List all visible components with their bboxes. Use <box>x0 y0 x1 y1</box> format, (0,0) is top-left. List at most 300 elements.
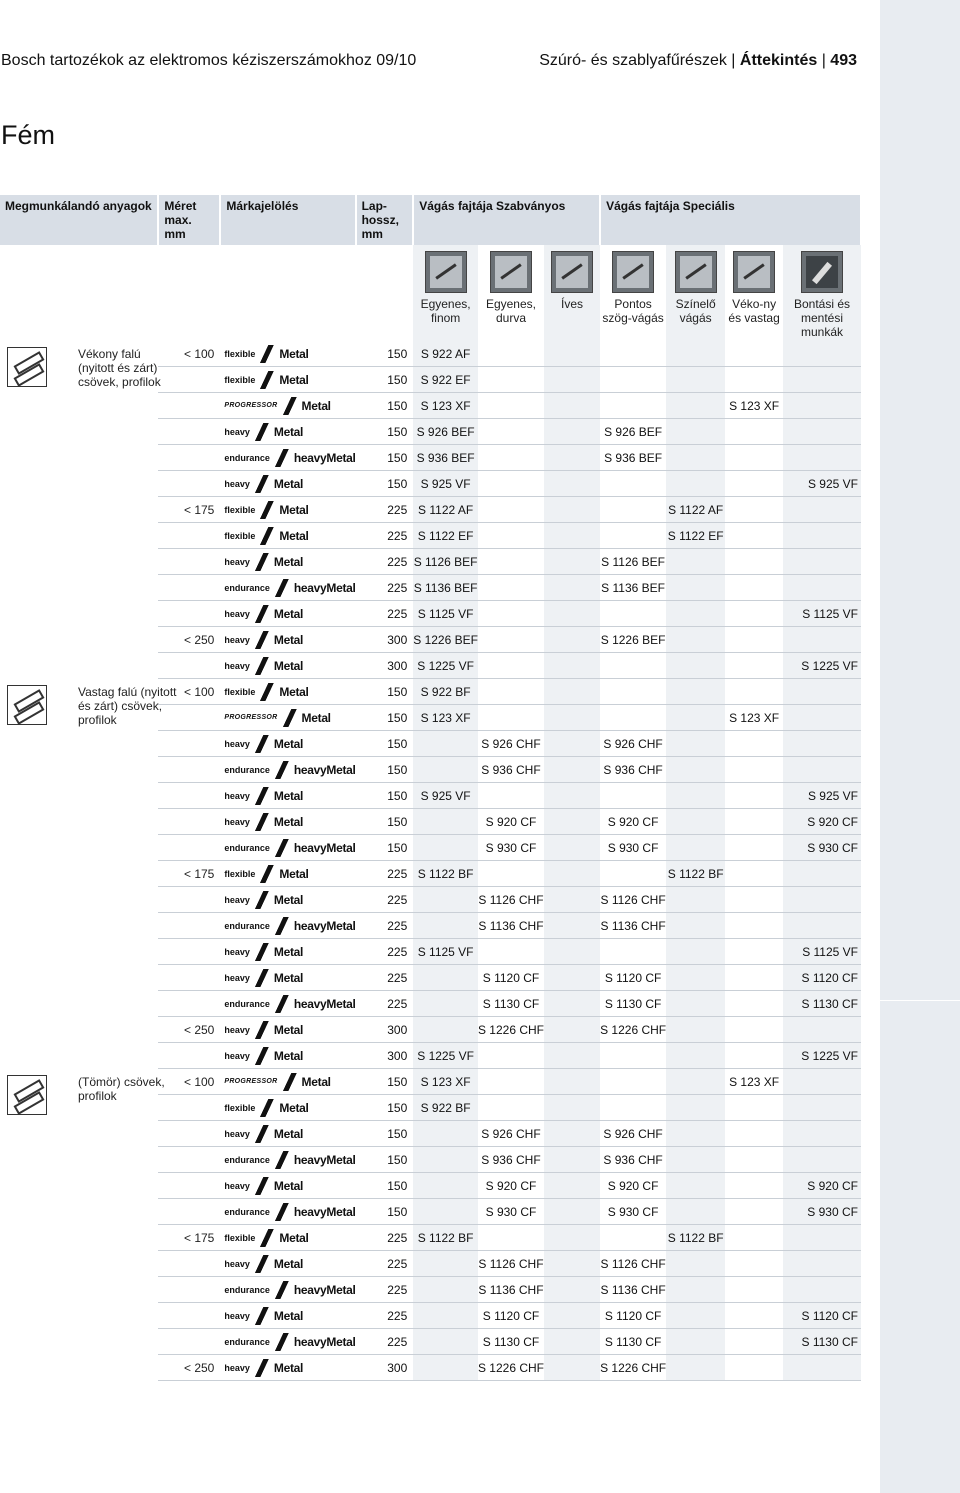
page-title: Fém <box>1 120 55 150</box>
blade-code-cell <box>725 341 783 367</box>
blade-code-cell <box>783 1017 861 1043</box>
blade-code-cell <box>544 1017 600 1043</box>
straight-fine-cut-icon <box>425 251 467 293</box>
blade-code-cell: S 922 EF <box>413 367 478 393</box>
length-cell: 150 <box>356 783 414 809</box>
length-cell: 150 <box>356 809 414 835</box>
size-cell <box>158 809 220 835</box>
blade-code-cell: S 936 CHF <box>600 1147 666 1173</box>
blade-code-cell <box>478 861 544 887</box>
blade-code-cell <box>783 523 861 549</box>
straight-coarse-cut-icon <box>490 251 532 293</box>
length-cell: 150 <box>356 1173 414 1199</box>
size-cell: < 175 <box>158 861 220 887</box>
blade-code-cell <box>783 913 861 939</box>
brand-cell <box>220 601 355 627</box>
blade-code-cell: S 1122 BF <box>413 861 478 887</box>
brand-cell <box>220 1199 355 1225</box>
blade-code-cell <box>544 1095 600 1121</box>
size-cell <box>158 419 220 445</box>
blade-code-cell <box>783 679 861 705</box>
size-cell <box>158 965 220 991</box>
length-cell: 225 <box>356 575 414 601</box>
blade-code-cell <box>600 939 666 965</box>
blade-code-cell <box>725 627 783 653</box>
size-cell <box>158 913 220 939</box>
blade-code-cell <box>666 471 725 497</box>
blade-code-cell <box>666 757 725 783</box>
cut-type-5 <box>725 245 783 341</box>
blade-code-cell: S 1122 AF <box>666 497 725 523</box>
brand-logo-flexible: flexible Metal <box>224 866 309 881</box>
brand-logo-endurance: endurance heavyMetal <box>224 1152 356 1167</box>
brand-cell <box>220 1251 355 1277</box>
col-brand: Márkajelölés <box>220 195 355 245</box>
blade-code-cell <box>413 835 478 861</box>
size-cell <box>158 991 220 1017</box>
blade-code-cell <box>783 1251 861 1277</box>
size-cell <box>158 471 220 497</box>
blade-code-cell: S 1225 VF <box>783 1043 861 1069</box>
blade-code-cell <box>478 939 544 965</box>
brand-logo-endurance: endurance heavyMetal <box>224 1334 356 1349</box>
blade-code-cell <box>666 419 725 445</box>
length-cell: 225 <box>356 523 414 549</box>
size-cell <box>158 835 220 861</box>
blade-code-cell <box>725 991 783 1017</box>
brand-cell <box>220 1355 355 1381</box>
blade-code-cell: S 1122 EF <box>413 523 478 549</box>
blade-code-cell <box>666 653 725 679</box>
blade-code-cell <box>478 549 544 575</box>
length-cell: 150 <box>356 705 414 731</box>
brand-cell <box>220 549 355 575</box>
brand-cell <box>220 393 355 419</box>
size-cell <box>158 1199 220 1225</box>
blade-code-cell <box>725 523 783 549</box>
blade-code-cell: S 920 CF <box>600 809 666 835</box>
blade-code-cell <box>725 601 783 627</box>
blade-code-cell <box>544 809 600 835</box>
blade-code-cell: S 1130 CF <box>600 991 666 1017</box>
blade-code-cell <box>600 679 666 705</box>
blade-code-cell <box>783 1069 861 1095</box>
blade-code-cell <box>725 913 783 939</box>
brand-cell <box>220 1147 355 1173</box>
size-cell: < 250 <box>158 1355 220 1381</box>
blade-code-cell <box>478 1043 544 1069</box>
brand-cell <box>220 887 355 913</box>
size-cell <box>158 575 220 601</box>
blade-code-cell <box>666 1329 725 1355</box>
blade-code-cell <box>783 575 861 601</box>
length-cell: 225 <box>356 1277 414 1303</box>
blade-code-cell: S 1122 EF <box>666 523 725 549</box>
blade-code-cell <box>666 549 725 575</box>
length-cell: 150 <box>356 757 414 783</box>
size-cell: < 250 <box>158 1017 220 1043</box>
blade-code-cell <box>666 1173 725 1199</box>
brand-cell <box>220 523 355 549</box>
blade-code-cell <box>666 705 725 731</box>
blade-code-cell <box>666 1069 725 1095</box>
blade-code-cell <box>413 1329 478 1355</box>
blade-code-cell <box>666 1277 725 1303</box>
brand-logo-endurance: endurance heavyMetal <box>224 1282 356 1297</box>
blade-code-cell <box>600 341 666 367</box>
blade-code-cell <box>783 1147 861 1173</box>
brand-logo-flexible: flexible Metal <box>224 346 309 361</box>
blade-code-cell <box>478 1095 544 1121</box>
length-cell: 150 <box>356 679 414 705</box>
blade-code-cell <box>725 1147 783 1173</box>
brand-logo-endurance: endurance heavyMetal <box>224 1204 356 1219</box>
size-cell <box>158 523 220 549</box>
blade-code-cell: S 123 XF <box>725 393 783 419</box>
blade-code-cell <box>783 757 861 783</box>
brand-logo-heavy: heavy Metal <box>224 814 304 829</box>
blade-code-cell <box>725 757 783 783</box>
blade-code-cell <box>478 783 544 809</box>
brand-logo-progressor: PROGRESSOR Metal <box>224 1074 331 1089</box>
length-cell: 300 <box>356 653 414 679</box>
blade-code-cell <box>783 419 861 445</box>
blade-code-cell <box>666 627 725 653</box>
blade-code-cell <box>544 757 600 783</box>
blade-code-cell <box>478 627 544 653</box>
blade-code-cell <box>413 913 478 939</box>
blade-code-cell <box>544 913 600 939</box>
cut-type-3 <box>600 245 666 341</box>
blade-code-cell: S 926 CHF <box>478 731 544 757</box>
blade-code-cell: S 920 CF <box>478 1173 544 1199</box>
blade-code-cell <box>600 1043 666 1069</box>
brand-logo-heavy: heavy Metal <box>224 1360 304 1375</box>
col-length: Lap-hossz, mm <box>356 195 414 245</box>
brand-logo-flexible: flexible Metal <box>224 1100 309 1115</box>
blade-code-cell <box>725 965 783 991</box>
blade-code-cell: S 920 CF <box>478 809 544 835</box>
blade-code-cell <box>725 731 783 757</box>
blade-code-cell <box>413 1121 478 1147</box>
length-cell: 150 <box>356 1095 414 1121</box>
blade-code-cell <box>544 835 600 861</box>
header-left: Bosch tartozékok az elektromos kéziszerszámokhoz 09/10 <box>1 52 417 69</box>
blade-code-cell: S 1226 CHF <box>600 1355 666 1381</box>
blade-code-cell <box>666 939 725 965</box>
brand-logo-progressor: PROGRESSOR Metal <box>224 710 331 725</box>
length-cell: 225 <box>356 887 414 913</box>
blade-code-cell: S 1126 CHF <box>478 887 544 913</box>
blade-code-cell <box>413 887 478 913</box>
blade-code-cell: S 1120 CF <box>600 1303 666 1329</box>
length-cell: 225 <box>356 601 414 627</box>
blade-code-cell <box>544 783 600 809</box>
blade-code-cell <box>544 445 600 471</box>
blade-code-cell <box>666 783 725 809</box>
blade-code-cell: S 926 CHF <box>478 1121 544 1147</box>
cut-type-label: Pontos szög-vágás <box>602 297 664 325</box>
blade-code-cell <box>783 731 861 757</box>
brand-cell <box>220 1043 355 1069</box>
blade-code-cell <box>478 1225 544 1251</box>
brand-logo-heavy: heavy Metal <box>224 1022 304 1037</box>
blade-code-cell <box>478 705 544 731</box>
blade-code-cell <box>478 523 544 549</box>
size-cell <box>158 1251 220 1277</box>
blade-code-cell <box>725 809 783 835</box>
blade-code-cell: S 1120 CF <box>600 965 666 991</box>
blade-code-cell: S 1136 CHF <box>600 1277 666 1303</box>
length-cell: 225 <box>356 549 414 575</box>
blade-code-cell <box>544 1069 600 1095</box>
side-strip <box>880 0 960 1493</box>
length-cell: 225 <box>356 861 414 887</box>
blade-code-cell <box>478 497 544 523</box>
cut-type-label: Íves <box>561 297 584 311</box>
blade-code-cell: S 1130 CF <box>478 991 544 1017</box>
blade-code-cell <box>725 1043 783 1069</box>
brand-cell <box>220 653 355 679</box>
blade-code-cell: S 1226 BEF <box>600 627 666 653</box>
blade-code-cell: S 1136 CHF <box>478 913 544 939</box>
precise-angle-cut-icon <box>612 251 654 293</box>
blade-code-cell <box>544 1329 600 1355</box>
blade-code-cell <box>413 991 478 1017</box>
blade-code-cell <box>725 835 783 861</box>
col-special: Vágás fajtája Speciális <box>600 195 861 245</box>
blade-code-cell <box>544 601 600 627</box>
brand-cell <box>220 627 355 653</box>
length-cell: 150 <box>356 1199 414 1225</box>
blade-code-cell <box>600 705 666 731</box>
brand-logo-heavy: heavy Metal <box>224 736 304 751</box>
blade-code-cell: S 930 CF <box>600 835 666 861</box>
blade-code-cell <box>413 1303 478 1329</box>
blade-code-cell <box>413 1199 478 1225</box>
blade-code-cell: S 925 VF <box>783 783 861 809</box>
blade-code-cell: S 1125 VF <box>413 939 478 965</box>
length-cell: 225 <box>356 939 414 965</box>
blade-code-cell <box>478 341 544 367</box>
brand-cell <box>220 419 355 445</box>
blade-code-cell: S 925 VF <box>413 783 478 809</box>
blade-code-cell <box>544 1303 600 1329</box>
col-standard: Vágás fajtája Szabványos <box>413 195 600 245</box>
blade-code-cell <box>544 653 600 679</box>
blade-code-cell <box>666 679 725 705</box>
blade-code-cell: S 922 BF <box>413 1095 478 1121</box>
blade-code-cell <box>666 965 725 991</box>
blade-code-cell: S 123 XF <box>413 1069 478 1095</box>
size-cell <box>158 1329 220 1355</box>
blade-code-cell: S 936 CHF <box>478 757 544 783</box>
blade-code-cell: S 1122 BF <box>666 1225 725 1251</box>
blade-code-cell <box>413 1251 478 1277</box>
length-cell: 150 <box>356 471 414 497</box>
blade-code-cell <box>600 367 666 393</box>
size-cell: < 175 <box>158 1225 220 1251</box>
blade-code-cell <box>544 523 600 549</box>
table-row <box>0 1069 861 1095</box>
length-cell: 225 <box>356 1303 414 1329</box>
brand-cell <box>220 991 355 1017</box>
blade-code-cell: S 1226 CHF <box>600 1017 666 1043</box>
blade-code-cell: S 1122 BF <box>666 861 725 887</box>
blade-code-cell <box>600 523 666 549</box>
blade-code-cell: S 922 BF <box>413 679 478 705</box>
blade-code-cell: S 1125 VF <box>783 601 861 627</box>
blade-code-cell <box>478 393 544 419</box>
blade-code-cell <box>783 1121 861 1147</box>
col-material: Megmunkálandó anyagok <box>0 195 158 245</box>
length-cell: 150 <box>356 1121 414 1147</box>
blade-code-cell <box>725 367 783 393</box>
brand-cell <box>220 757 355 783</box>
blade-code-cell <box>413 757 478 783</box>
blade-code-cell: S 1225 VF <box>783 653 861 679</box>
length-cell: 225 <box>356 913 414 939</box>
size-cell <box>158 445 220 471</box>
blade-code-cell: S 1136 CHF <box>600 913 666 939</box>
brand-cell <box>220 575 355 601</box>
cut-type-2 <box>544 245 600 341</box>
blade-code-cell <box>666 1121 725 1147</box>
brand-logo-heavy: heavy Metal <box>224 892 304 907</box>
blade-code-cell <box>725 1251 783 1277</box>
blade-code-cell <box>783 705 861 731</box>
material-cell <box>0 679 177 1069</box>
size-cell <box>158 1173 220 1199</box>
blade-code-cell <box>600 783 666 809</box>
blade-code-cell: S 1120 CF <box>783 965 861 991</box>
blade-code-cell <box>783 549 861 575</box>
blade-code-cell <box>544 1251 600 1277</box>
blade-code-cell <box>544 1277 600 1303</box>
blade-code-cell <box>725 783 783 809</box>
curved-cut-icon <box>551 251 593 293</box>
blade-code-cell <box>725 679 783 705</box>
brand-cell <box>220 1069 355 1095</box>
blade-code-cell: S 1226 CHF <box>478 1017 544 1043</box>
blade-code-cell <box>544 679 600 705</box>
brand-cell <box>220 939 355 965</box>
cut-type-6 <box>783 245 861 341</box>
blade-code-cell <box>666 1095 725 1121</box>
header-right: Szúró- és szablyafűrészek | Áttekintés | 493 <box>539 52 857 69</box>
blade-code-cell <box>600 1225 666 1251</box>
brand-logo-heavy: heavy Metal <box>224 944 304 959</box>
size-cell <box>158 1043 220 1069</box>
blade-code-cell <box>600 1095 666 1121</box>
blade-code-cell: S 920 CF <box>783 1173 861 1199</box>
brand-cell <box>220 1095 355 1121</box>
size-cell <box>158 1277 220 1303</box>
brand-cell <box>220 1303 355 1329</box>
blade-code-cell <box>666 731 725 757</box>
blade-code-cell <box>544 991 600 1017</box>
brand-logo-heavy: heavy Metal <box>224 970 304 985</box>
blade-code-cell <box>478 445 544 471</box>
brand-logo-flexible: flexible Metal <box>224 502 309 517</box>
brand-cell <box>220 1225 355 1251</box>
blade-code-cell: S 1136 CHF <box>478 1277 544 1303</box>
length-cell: 300 <box>356 627 414 653</box>
blade-code-cell <box>666 393 725 419</box>
cut-type-label: Véko-ny és vastag <box>728 297 780 325</box>
blade-code-cell: S 1126 BEF <box>600 549 666 575</box>
length-cell: 150 <box>356 367 414 393</box>
brand-logo-heavy: heavy Metal <box>224 606 304 621</box>
blade-code-cell <box>666 835 725 861</box>
blade-code-cell <box>725 1329 783 1355</box>
blade-code-cell <box>544 887 600 913</box>
blade-code-cell <box>666 575 725 601</box>
blade-code-cell: S 1120 CF <box>478 965 544 991</box>
blade-code-cell <box>725 471 783 497</box>
blade-code-cell: S 936 CHF <box>600 757 666 783</box>
thin-thick-cut-icon <box>733 251 775 293</box>
material-label: Vékony falú (nyitott és zárt) csövek, profilok <box>78 347 161 389</box>
blade-code-cell <box>544 861 600 887</box>
blade-code-cell: S 1225 VF <box>413 1043 478 1069</box>
size-cell <box>158 1303 220 1329</box>
blade-code-cell <box>725 1173 783 1199</box>
brand-cell <box>220 1121 355 1147</box>
blade-code-cell <box>544 419 600 445</box>
blade-code-cell <box>783 1355 861 1381</box>
blade-code-cell <box>783 627 861 653</box>
cut-type-label: Színelő vágás <box>675 297 716 325</box>
blade-code-cell <box>600 1069 666 1095</box>
size-cell: < 100 <box>158 1069 220 1095</box>
blade-code-cell <box>666 601 725 627</box>
blade-code-cell <box>600 497 666 523</box>
blade-code-cell <box>783 367 861 393</box>
material-cell <box>0 1069 165 1381</box>
brand-logo-flexible: flexible Metal <box>224 372 309 387</box>
brand-cell <box>220 835 355 861</box>
blade-code-cell <box>478 471 544 497</box>
flush-cut-icon <box>675 251 717 293</box>
blade-code-cell <box>666 1043 725 1069</box>
blade-code-cell: S 920 CF <box>783 809 861 835</box>
blade-code-cell <box>783 861 861 887</box>
brand-logo-flexible: flexible Metal <box>224 1230 309 1245</box>
length-cell: 150 <box>356 445 414 471</box>
blade-code-cell <box>413 809 478 835</box>
blade-code-cell: S 936 BEF <box>413 445 478 471</box>
size-cell <box>158 887 220 913</box>
blade-code-cell <box>725 653 783 679</box>
blade-code-cell: S 123 XF <box>413 393 478 419</box>
blade-code-cell: S 1226 CHF <box>478 1355 544 1381</box>
blade-code-cell: S 1130 CF <box>783 1329 861 1355</box>
size-cell: < 175 <box>158 497 220 523</box>
blade-code-cell <box>725 419 783 445</box>
brand-cell <box>220 809 355 835</box>
length-cell: 225 <box>356 1225 414 1251</box>
brand-cell <box>220 341 355 367</box>
blade-code-cell <box>725 575 783 601</box>
size-cell <box>158 1147 220 1173</box>
blade-code-cell <box>600 653 666 679</box>
length-cell: 300 <box>356 1043 414 1069</box>
blade-code-cell <box>544 731 600 757</box>
blade-code-cell: S 1130 CF <box>478 1329 544 1355</box>
brand-logo-flexible: flexible Metal <box>224 528 309 543</box>
blade-code-cell: S 123 XF <box>413 705 478 731</box>
